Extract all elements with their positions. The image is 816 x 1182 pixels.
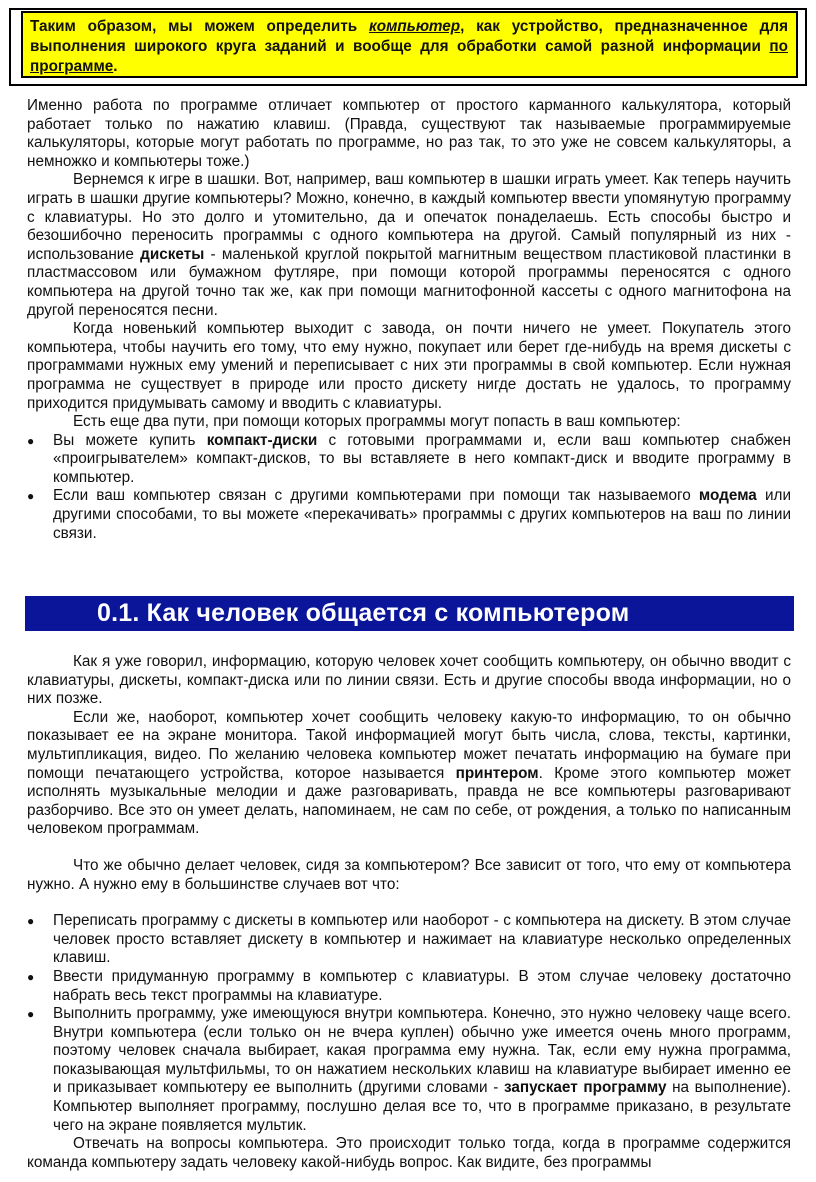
bullet-list [27, 912, 791, 1135]
bullet-icon: ● [27, 433, 35, 448]
paragraph: Если же, наоборот, компьютер хочет сообщить человеку какую-то информацию, то он обычно показывает ее на экране монитора. Такой информацией могут быть числа, слова, тексты, картинки, мультипликация, видео. По желанию человека компьютер может печатать информацию на бумаге при помощи печатающего устройства, которое называется принтером. Кроме этого компьютер может исполнять музыкальные мелодии и даже разговаривать, правда не все компьютеры разговаривают разборчиво. Все это он умеет делать, напоминаем, не сам по себе, от рождения, а только по написанным человеком программам. [27, 708, 791, 838]
list-item: ● Ввести придуманную программу в компьютер с клавиатуры. В этом случае человеку достаточно набрать весь текст программы на клавиатуре. [27, 967, 791, 1004]
term-printer: принтером [455, 764, 539, 782]
term-modem: модема [698, 487, 757, 505]
section-heading: 0.1. Как человек общается с компьютером [25, 596, 794, 631]
paragraph: Как я уже говорил, информацию, которую человек хочет сообщить компьютеру, он обычно вводит с клавиатуры, дискеты, компакт-диска или по линии связи. Есть и другие способы ввода информации, но о них позже. [27, 653, 791, 708]
bullet-icon: ● [27, 914, 35, 929]
callout-text: Таким образом, мы можем определить [30, 18, 369, 35]
list-item: ● Если ваш компьютер связан с другими компьютерами при помощи так называемого модема или другими способами, то вы можете «перекачивать» программы с других компьютеров на ваш по линии связи. [27, 487, 792, 542]
paragraph: Отвечать на вопросы компьютера. Это происходит только тогда, когда в программе содержится команда компьютеру задать человеку какой-нибудь вопрос. Как видите, без программы [27, 1135, 791, 1171]
keyword-computer: компьютер [368, 18, 461, 35]
callout-text: , как устройство, предназначенное для выполнения широкого круга заданий и вообще для обработки самой разной информации [30, 18, 789, 55]
definition-callout: Таким образом, мы можем определить компьютер, как устройство, предназначенное для выполнения широкого круга заданий и вообще для обработки самой разной информации по программе. [21, 11, 798, 78]
bullet-icon: ● [27, 969, 35, 984]
paragraph: Именно работа по программе отличает компьютер от простого карманного калькулятора, который работает только по нажатию клавиш. (Правда, существуют так называемые программируемые калькуляторы, которые могут работать по программе, но раз так, то это уже не совсем калькуляторы, а немножко и компьютеры тоже.) [27, 97, 791, 170]
keyword-by-program: по программе [30, 37, 788, 75]
paragraph: Что же обычно делает человек, сидя за компьютером? Все зависит от того, что ему от компьютера нужно. А нужно ему в большинстве случаев вот что: [27, 856, 791, 893]
bullet-icon: ● [27, 1007, 35, 1022]
section-communication [27, 653, 791, 1172]
paragraph: Когда новенький компьютер выходит с завода, он почти ничего не умеет. Покупатель этого компьютера, чтобы научить его тому, что ему нужно, покупает или берет где-нибудь на время дискеты с программами нужных ему умений и переписывает с них эти программы в свой компьютер. Если нужная программа не существует в природе или просто дискету нигде достать не удалось, то программу приходится придумывать самому и вводить с клавиатуры. [27, 320, 791, 412]
paragraph: Есть еще два пути, при помощи которых программы могут попасть в ваш компьютер: [73, 413, 681, 431]
list-item: ● Вы можете купить компакт-диски с готовыми программами и, если ваш компьютер снабжен «проигрывателем» компакт-дисков, то вы вставляете в него компакт-диск и вводите программу в компьютер. [27, 431, 791, 486]
term-diskette: дискеты [140, 245, 205, 263]
bullet-list [27, 432, 791, 544]
term-cd: компакт-диски [206, 431, 318, 449]
paragraph: Вернемся к игре в шашки. Вот, например, ваш компьютер в шашки играть умеет. Как теперь научить играть в шашки другие компьютеры? Можно, конечно, в каждый компьютер ввести упомянутую программу с клавиатуры. Но это долго и утомительно, да и опечаток понаделаешь. Есть способы быстро и безошибочно переносить программы с одного компьютера на другой. Самый популярный из них - использование дискеты - маленькой круглой покрытой магнитным веществом пластиковой пластинки в пластмассовом или бумажном футляре, при помощи которой программы переносятся с одного компьютера на другой точно так же, как при помощи магнитофонной кассеты с одного магнитофона на другой переносятся песни. [27, 171, 791, 319]
section-intro [27, 97, 791, 543]
list-item: ● Переписать программу с дискеты в компьютер или наоборот - с компьютера на дискету. В этом случае человек просто вставляет дискету в компьютер и нажимает на клавиатуре несколько определенных клавиш. [27, 912, 791, 967]
bullet-icon: ● [27, 489, 35, 504]
term-run-program: запускает программу [503, 1079, 667, 1097]
list-item: ● Выполнить программу, уже имеющуюся внутри компьютера. Конечно, это нужно человеку чаще всего. Внутри компьютера (если только он не вчера куплен) обычно уже имеется очень много программ, поэтому человек сначала выбирает, какая программа ему нужна. Так, если ему нужна программа, показывающая мультфильмы, то он нажатием нескольких клавиш на клавиатуре выбирает именно ее и приказывает компьютеру ее выполнить (другими словами - запускает программу на выполнение). Компьютер выполняет программу, послушно делая все то, что в программе приказано, в результате чего на экране появляется мультик. [27, 1005, 791, 1134]
